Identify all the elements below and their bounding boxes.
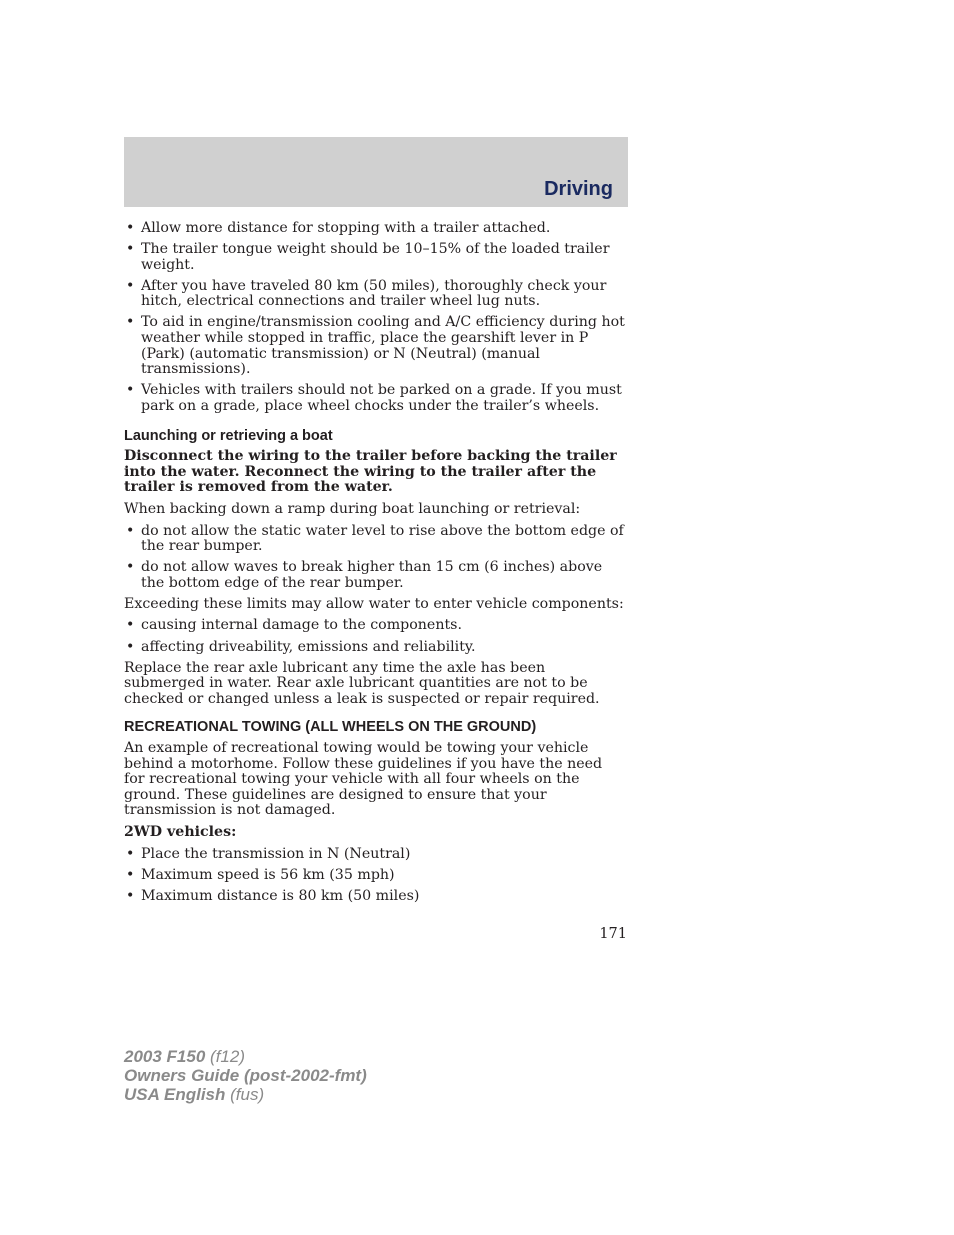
section-title: Driving — [544, 178, 613, 200]
boat-exceed: Exceeding these limits may allow water to enter vehicle components: — [124, 595, 624, 612]
list-item: • After you have traveled 80 km (50 miles), thoroughly check your hitch, electrical connections and trailer wheel lug nuts. — [124, 279, 626, 310]
list-item: • do not allow the static water level to rise above the bottom edge of the rear bumper. — [124, 524, 626, 555]
footer-model: 2003 F150 — [124, 1047, 206, 1066]
footer-line-2 — [124, 1066, 367, 1085]
list-item: • To aid in engine/transmission cooling and A/C efficiency during hot weather while stopped in traffic, place the gearshift lever in P (Park) (automatic transmission) or N (Neutral) (manual transmissions). — [124, 315, 626, 377]
footer-guide: Owners Guide (post-2002-fmt) — [124, 1066, 367, 1085]
page-content — [124, 221, 626, 910]
page-number: 171 — [599, 926, 627, 942]
list-item: • affecting driveability, emissions and reliability. — [124, 640, 626, 656]
footer-line-3 — [124, 1085, 367, 1104]
towing-heading: RECREATIONAL TOWING (ALL WHEELS ON THE GROUND) — [124, 719, 537, 736]
trailer-tips-list — [124, 221, 626, 415]
boat-heading: Launching or retrieving a boat — [124, 427, 333, 444]
footer-model-code: (f12) — [210, 1047, 245, 1066]
list-item: • Allow more distance for stopping with a trailer attached. — [124, 221, 626, 237]
list-item: • Vehicles with trailers should not be parked on a grade. If you must park on a grade, place wheel chocks under the trailer’s wheels. — [124, 383, 626, 414]
boat-warning: Disconnect the wiring to the trailer before backing the trailer into the water. Reconnect the wiring to the trailer after the trailer is removed from the water. — [124, 448, 617, 496]
footer-line-1 — [124, 1047, 367, 1066]
towing-body: An example of recreational towing would be towing your vehicle behind a motorhome. Follow these guidelines if you have the need for recreational towing your vehicle with all four wheels on the ground. These guidelines are designed to ensure that your transmission is not damaged. — [124, 740, 603, 819]
footer-language: USA English — [124, 1085, 226, 1104]
list-item: • The trailer tongue weight should be 10–15% of the loaded trailer weight. — [124, 242, 626, 273]
section-header — [124, 137, 628, 207]
footer-language-code: (fus) — [230, 1085, 265, 1104]
towing-2wd-list — [124, 847, 626, 905]
document-footer — [124, 1047, 367, 1104]
boat-intro: When backing down a ramp during boat launching or retrieval: — [124, 500, 581, 517]
boat-replace: Replace the rear axle lubricant any time the axle has been submerged in water. Rear axle lubricant quantities are not to be checked or changed unless a leak is suspected or repair required. — [124, 659, 600, 707]
list-item: • Maximum distance is 80 km (50 miles) — [124, 889, 626, 905]
boat-effects-list — [124, 618, 626, 655]
towing-subheading: 2WD vehicles: — [124, 824, 237, 840]
list-item: • do not allow waves to break higher than 15 cm (6 inches) above the bottom edge of the rear bumper. — [124, 560, 626, 591]
list-item: • causing internal damage to the components. — [124, 618, 626, 634]
list-item: • Maximum speed is 56 km (35 mph) — [124, 868, 626, 884]
list-item: • Place the transmission in N (Neutral) — [124, 847, 626, 863]
boat-limits-list — [124, 524, 626, 592]
